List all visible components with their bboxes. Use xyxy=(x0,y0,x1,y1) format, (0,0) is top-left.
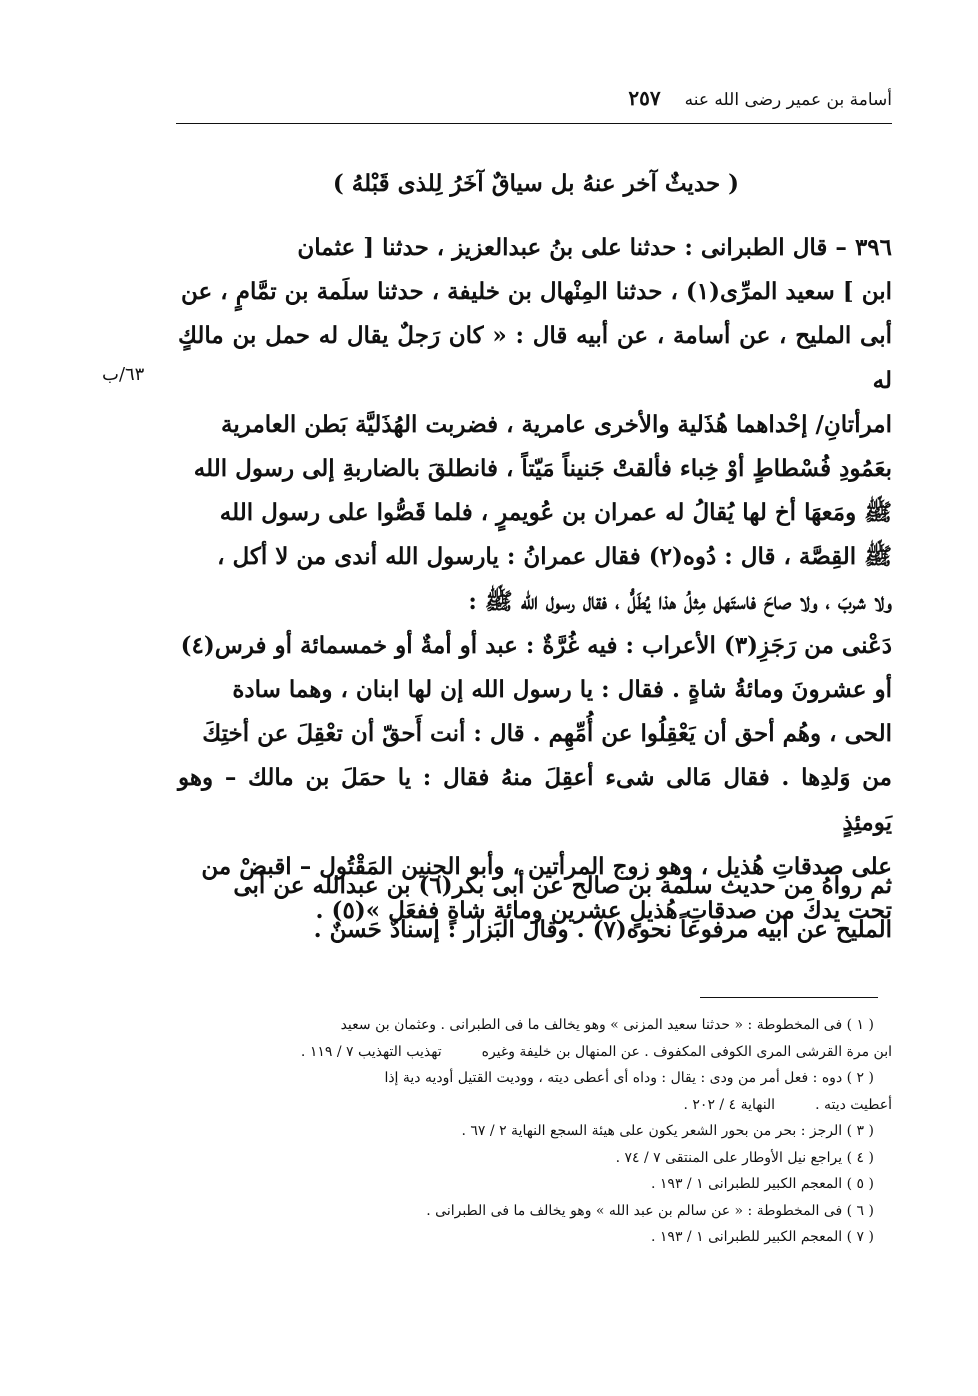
hadith-text xyxy=(178,226,892,933)
body-line: ولا شربَ ، ولا صاحَ فاستَهل مِثلُ هذا يُطَلُّ ، فقال رسول الله ﷺ : xyxy=(468,587,892,615)
body-line: الحى ، وهُم أحق أن يَعْقِلُوا عن أُمِّهِم . قال : أنت أَحقّ أن تعْقِلَ عن أختِكَ xyxy=(202,720,892,748)
closing-line: ثم رواهُ من حديث سلمة بن صالح عن أبى بكر(٦) بن عبدالله عن أبى xyxy=(233,872,892,899)
body-line: بعَمُودِ فُسْطاطٍ أوْ خِباء فألقتْ جَنيناً مَيّتاً ، فانطلقَ بالضاربةِ إلى رسول الله xyxy=(193,455,892,483)
footnote-3: ( ٣ ) الرجز : بحر من بحور الشعر يكون على هيئة السجع النهاية ٢ / ٦٧ . xyxy=(461,1123,874,1139)
page-number: ٢٥٧ xyxy=(628,86,661,110)
footnote-4: ( ٤ ) يراجع نيل الأوطار على المنتقى ٧ / ٧٤ . xyxy=(615,1149,874,1166)
footnote-6: ( ٦ ) فى المخطوطة : « عن سالم بن عبد الله » وهو يخالف ما فى الطبرانى . xyxy=(426,1202,874,1219)
body-line: ﷺ ومَعهَا أخ لها يُقالُ له عمران بن عُويمرٍ ، فلما قَصُّوا على رسول الله xyxy=(219,499,892,527)
body-line: ابن ] سعيد المرِّى(١) ، حدثنا المِنْهال بن خليفة ، حدثنا سلَمة بن تمَّامٍ ، عن xyxy=(181,278,892,306)
header-rule xyxy=(176,123,892,124)
body-line: أو عشرونَ ومائةُ شاةٍ . فقال : يا رسول الله إن لها ابنان ، وهما سادة xyxy=(232,676,892,704)
running-header xyxy=(180,86,892,110)
body-line: امرأتانِ/ إحْداهما هُذَلية والأخرى عامرية ، فضربت الهُذَليَّة بَطن العامرية xyxy=(221,410,892,438)
closing-paragraph xyxy=(178,864,892,952)
footnote-1: ( ١ ) فى المخطوطة : « حدثنا سعيد المزنى » وهو يخالف ما فى الطبرانى . وعثمان بن سعيد xyxy=(340,1017,874,1033)
body-line: دَعْنى من رَجَزِ(٣) الأعراب : فيه غُرَّةٌ : عبد أو أمةٌ أو خمسمائة أو فرس(٤) xyxy=(180,631,892,659)
closing-line: المليح عن أبيه مرفوعاً نحوه(٧) . وقال البَزار : إسنادٌ حَسنٌ . xyxy=(313,916,892,943)
body-line: أبى المليح ، عن أسامة ، عن أبيه قال : « كان رَجلٌ يقال له حمل بن مالكٍ له xyxy=(178,322,892,394)
body-line: من وَلدِها . فقال مَالى شىء أعقِلَ منهُ فقال : يا حمَلَ بن مالك – وهو يَومئِذٍ xyxy=(178,764,892,836)
footnotes xyxy=(184,1012,892,1251)
manuscript-folio-note: ٦٣/ب xyxy=(102,364,145,385)
footnote-5: ( ٥ ) المعجم الكبير للطبرانى ١ / ١٩٣ . xyxy=(651,1176,874,1192)
footnote-7: ( ٧ ) المعجم الكبير للطبرانى ١ / ١٩٣ . xyxy=(651,1229,874,1245)
footnote-rule xyxy=(700,997,878,998)
section-heading: ( حديثٌ آخر عنهُ بل سياقٌ آخَرُ لِلذى قَبْلهُ ) xyxy=(332,170,740,197)
footnote-2: ( ٢ ) دوه : فعل أمر من ودى : يقال : وداه أى أعطى ديته ، ووديت القتيل أوديه دية إذا xyxy=(384,1070,874,1086)
body-line: ٣٩٦ – قال الطبرانى : حدثنا على بنُ عبدالعزيز ، حدثنا [ عثمان xyxy=(297,234,892,261)
body-line: على صدقاتِ هُذيل ، وهو زوج المرأتين ، وأبو الجنين المَقْتُول – اقبضْ من xyxy=(201,852,892,880)
body-line: تحت يدكَ من صدقاتِ هُذيلٍ عشرين ومائة شاةٍ ففعَل »(٥) . xyxy=(315,897,892,925)
footnote-2-cont: أعطيت ديته .النهاية ٤ / ٢٠٢ . xyxy=(683,1096,892,1113)
header-title: أسامة بن عمير رضى الله عنه xyxy=(684,90,892,110)
hadith-number: ٣٩٦ xyxy=(854,234,892,261)
body-line: ﷺ القِصَّة ، قال : دُوه(٢) فقال عمرانُ : يارسول الله أندى من لا أكل ، xyxy=(217,543,892,571)
footnote-1-cont: ابن مرة القرشى المرى الكوفى المكفوف . عن المنهال بن خليفة وغيرهتهذيب التهذيب ٧ / ١١٩ . xyxy=(300,1043,892,1060)
